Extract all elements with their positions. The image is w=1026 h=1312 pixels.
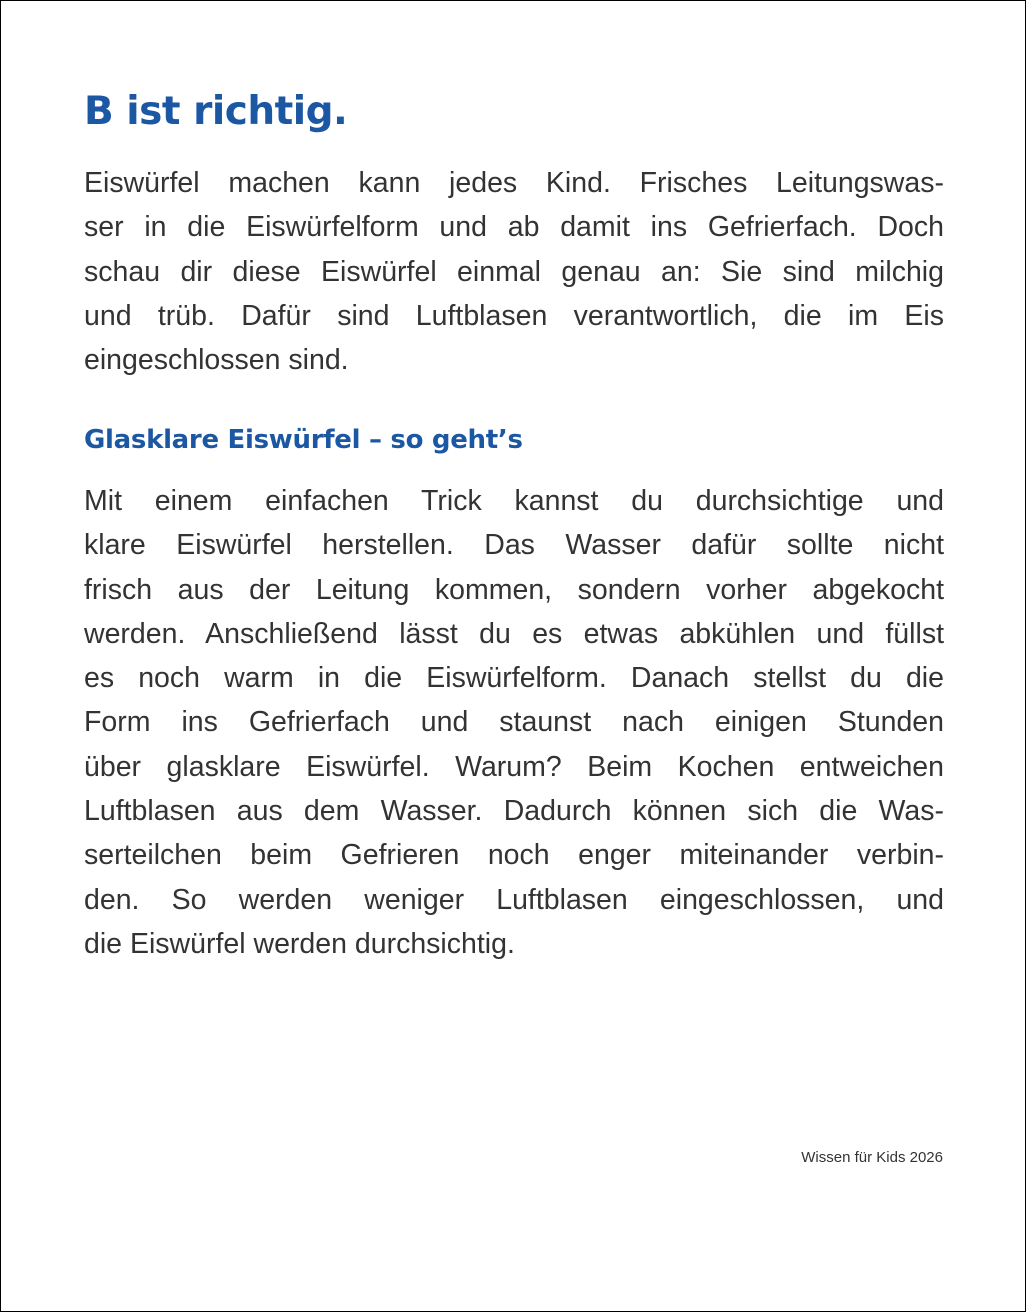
- text-line: den. So werden weniger Luftblasen eingeschlossen, und: [84, 883, 944, 916]
- text-line: Eiswürfel machen kann jedes Kind. Frisches Leitungswas-: [84, 167, 944, 199]
- text-line: ser in die Eiswürfelform und ab damit ins Gefrierfach. Doch: [84, 211, 944, 244]
- explanation-paragraph: [84, 479, 944, 966]
- text-line: eingeschlossen sind.: [84, 344, 349, 377]
- text-line: die Eiswürfel werden durchsichtig.: [84, 927, 515, 960]
- text-line: es noch warm in die Eiswürfelform. Danach stellst du die: [84, 662, 944, 695]
- text-line: schau dir diese Eiswürfel einmal genau an: Sie sind milchig: [84, 255, 944, 288]
- text-line: Mit einem einfachen Trick kannst du durchsichtige und: [84, 485, 944, 517]
- intro-paragraph: [84, 161, 944, 382]
- text-line: Form ins Gefrierfach und staunst nach einigen Stunden: [84, 706, 944, 739]
- text-line: frisch aus der Leitung kommen, sondern vorher abgekocht: [84, 573, 944, 606]
- footer-credit: Wissen für Kids 2026: [801, 1149, 943, 1166]
- text-line: serteilchen beim Gefrieren noch enger miteinander verbin-: [84, 839, 944, 872]
- text-line: klare Eiswürfel herstellen. Das Wasser dafür sollte nicht: [84, 529, 944, 562]
- text-line: werden. Anschließend lässt du es etwas abkühlen und füllst: [84, 617, 944, 650]
- page-title: B ist richtig.: [84, 89, 348, 134]
- section-heading: Glasklare Eiswürfel – so geht’s: [84, 425, 523, 455]
- text-line: Luftblasen aus dem Wasser. Dadurch können sich die Was-: [84, 795, 944, 828]
- text-line: über glasklare Eiswürfel. Warum? Beim Kochen entweichen: [84, 750, 944, 783]
- text-line: und trüb. Dafür sind Luftblasen verantwortlich, die im Eis: [84, 299, 944, 332]
